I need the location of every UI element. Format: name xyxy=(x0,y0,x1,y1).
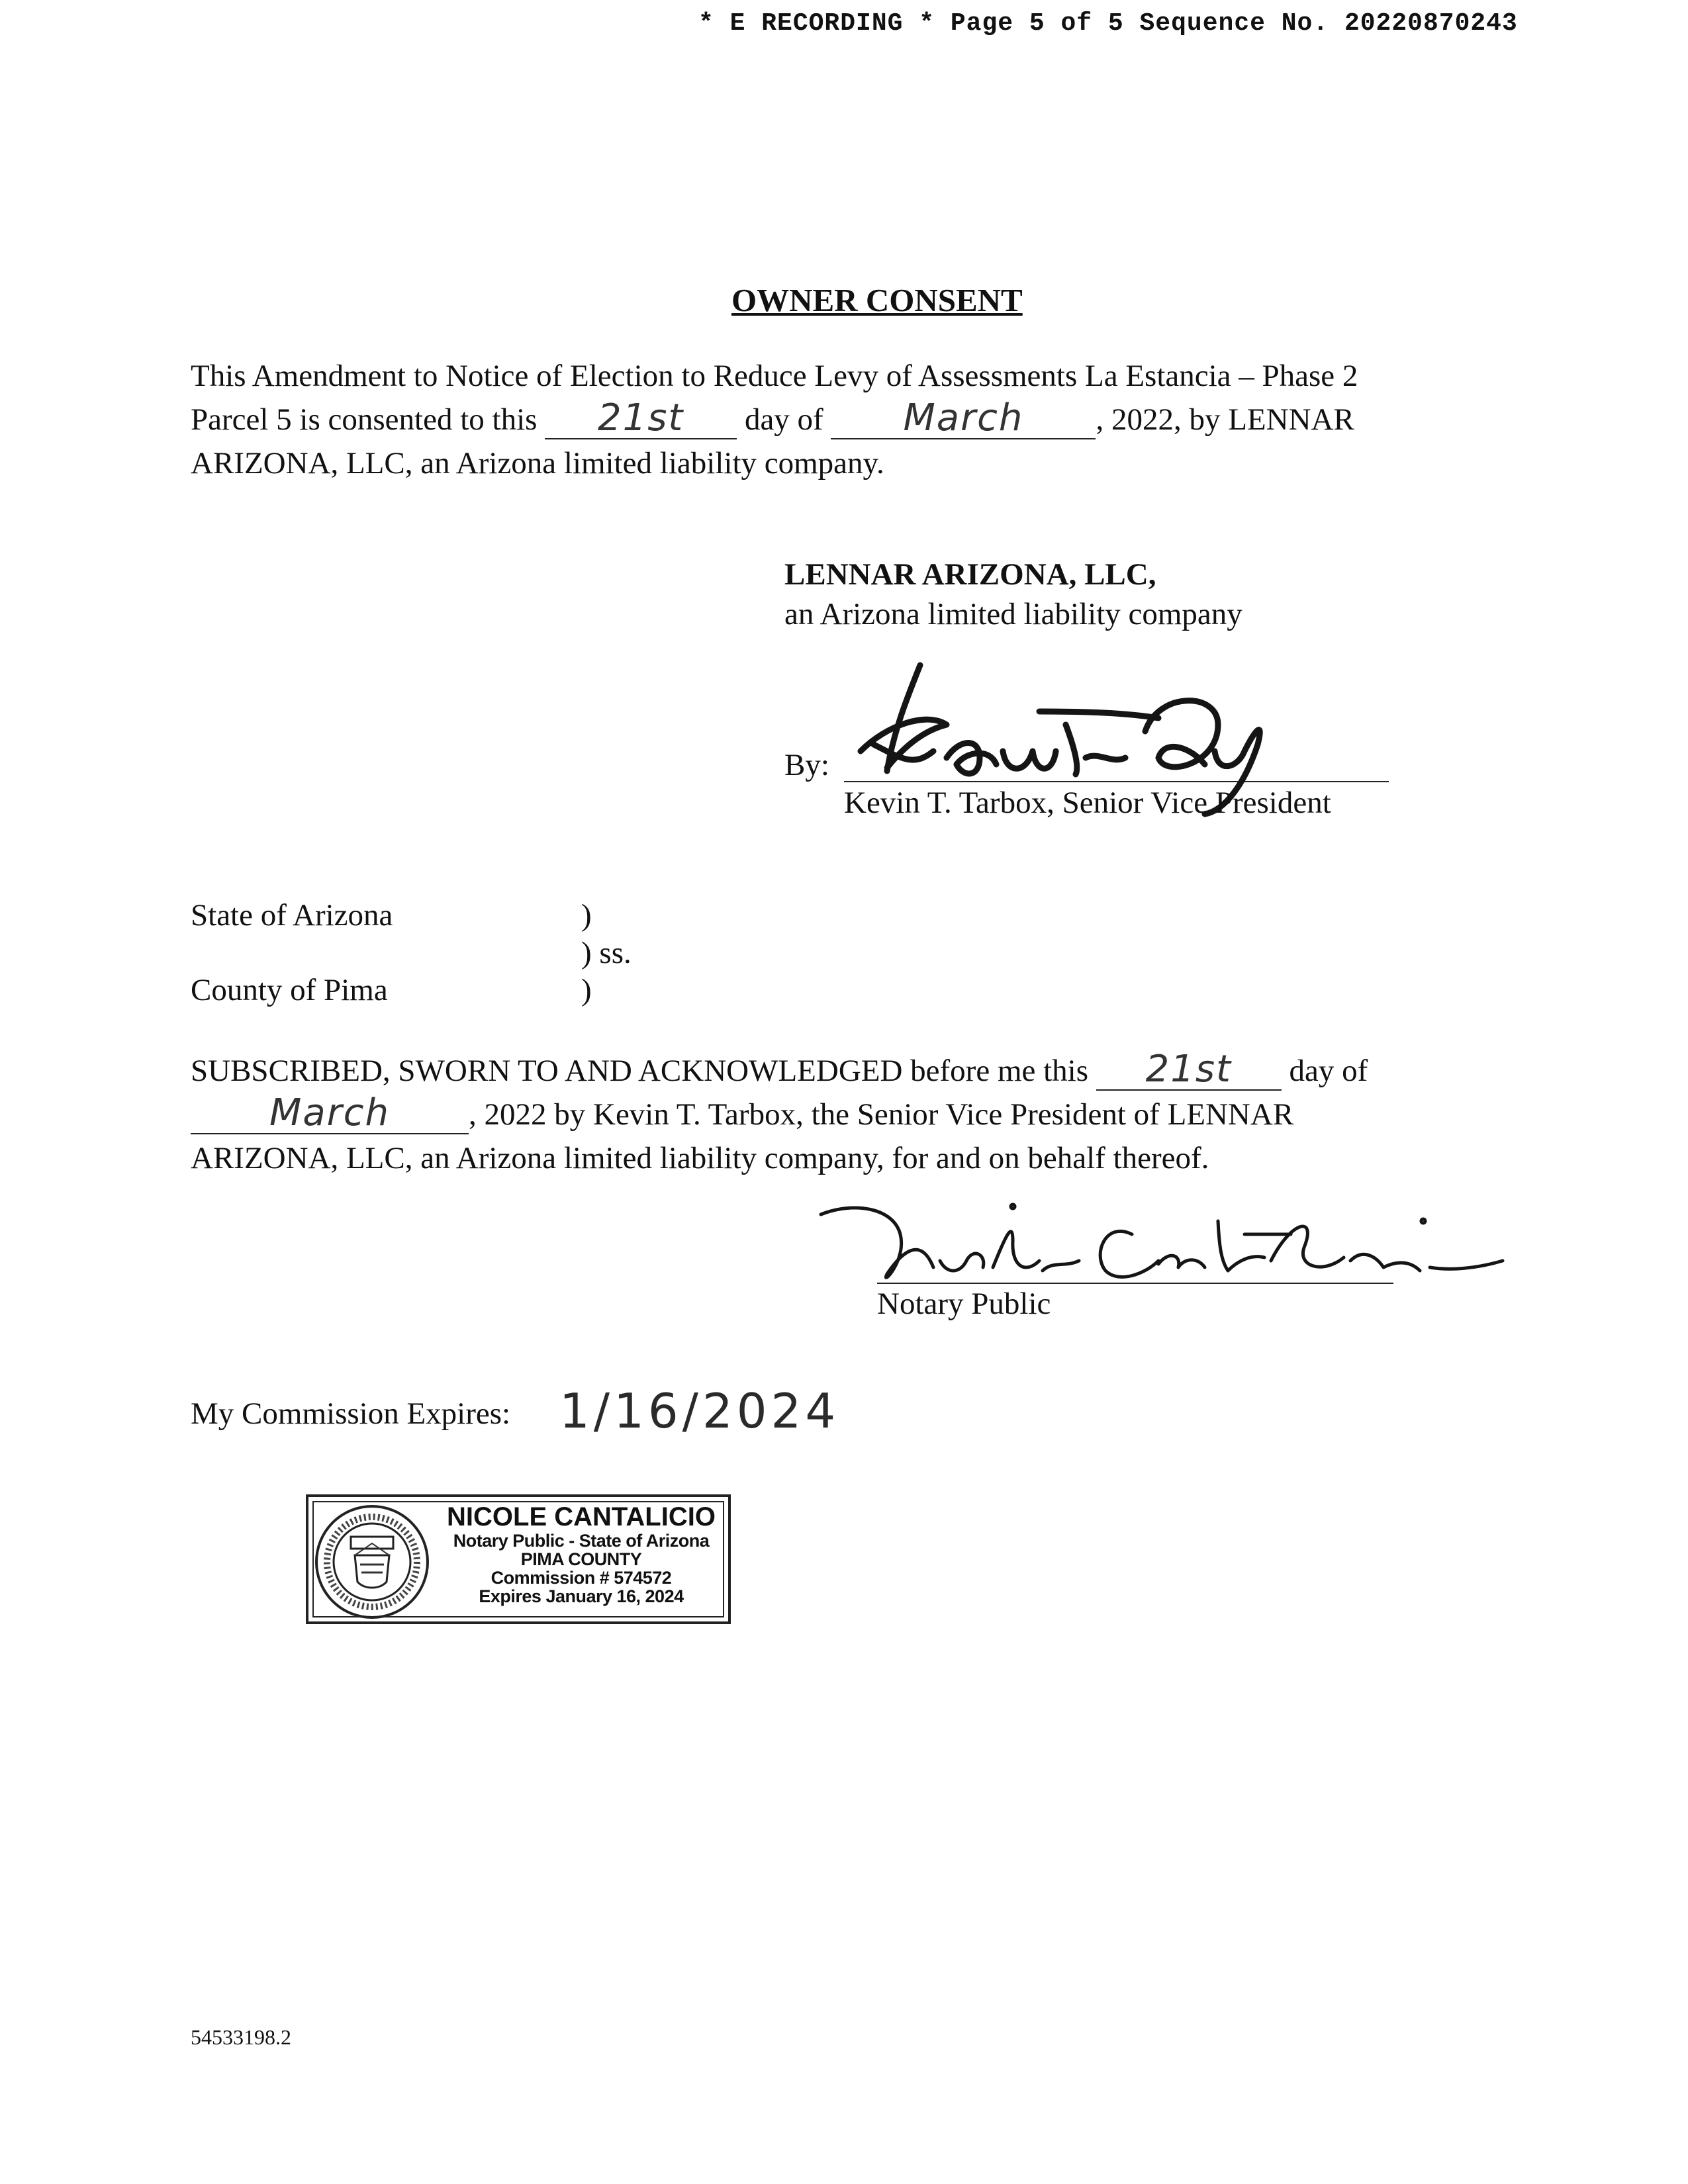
consent-line-2 xyxy=(191,396,1354,439)
ack-month-handwritten: March xyxy=(269,1091,390,1134)
ack-day-blank xyxy=(1096,1048,1282,1091)
consent-day-blank xyxy=(545,396,737,439)
by-label: By: xyxy=(784,748,829,782)
page-title: OWNER CONSENT xyxy=(731,282,1023,318)
consent-month-blank xyxy=(831,396,1096,439)
stamp-line-1: Notary Public - State of Arizona xyxy=(453,1531,710,1551)
venue-paren-3: ) xyxy=(581,973,592,1007)
ack-text-c: , 2022 by Kevin T. Tarbox, the Senior Vice President of LENNAR xyxy=(469,1097,1294,1132)
ack-text-b: day of xyxy=(1289,1054,1368,1088)
company-description: an Arizona limited liability company xyxy=(784,597,1243,631)
signer-name-title: Kevin T. Tarbox, Senior Vice President xyxy=(844,786,1331,820)
ack-line-1 xyxy=(191,1048,1368,1091)
consent-text-c: , 2022, by LENNAR xyxy=(1096,402,1354,437)
notary-public-label: Notary Public xyxy=(877,1287,1051,1321)
consent-text-a: Parcel 5 is consented to this xyxy=(191,402,538,437)
ack-text-a: SUBSCRIBED, SWORN TO AND ACKNOWLEDGED before me this xyxy=(191,1054,1089,1088)
consent-line-3: ARIZONA, LLC, an Arizona limited liability company. xyxy=(191,446,884,480)
company-name: LENNAR ARIZONA, LLC, xyxy=(784,557,1156,592)
commission-expires-label: My Commission Expires: xyxy=(191,1396,511,1431)
ack-line-3: ARIZONA, LLC, an Arizona limited liability company, for and on behalf thereof. xyxy=(191,1141,1209,1175)
document-id: 54533198.2 xyxy=(191,2025,291,2049)
stamp-line-2: PIMA COUNTY xyxy=(520,1549,642,1569)
commission-expires-handwritten: 1/16/2024 xyxy=(559,1383,840,1439)
stamp-text-block xyxy=(441,1502,722,1606)
consent-day-handwritten: 21st xyxy=(597,396,684,439)
recording-header: * E RECORDING * Page 5 of 5 Sequence No. 20220870243 xyxy=(698,9,1518,38)
arizona-seal-icon xyxy=(314,1504,430,1620)
ack-month-blank xyxy=(191,1091,469,1134)
consent-line-1: This Amendment to Notice of Election to Reduce Levy of Assessments La Estancia – Phase 2 xyxy=(191,359,1358,393)
venue-state: State of Arizona xyxy=(191,898,393,933)
ack-line-2 xyxy=(191,1091,1294,1134)
stamp-notary-name: NICOLE CANTALICIO xyxy=(447,1502,716,1531)
venue-ss: ) ss. xyxy=(581,936,632,970)
venue-county: County of Pima xyxy=(191,973,388,1007)
venue-paren-1: ) xyxy=(581,898,592,933)
stamp-line-3: Commission # 574572 xyxy=(491,1568,672,1588)
ack-day-handwritten: 21st xyxy=(1145,1048,1232,1091)
stamp-line-4: Expires January 16, 2024 xyxy=(479,1586,684,1606)
notary-signature xyxy=(814,1195,1516,1300)
notary-stamp xyxy=(306,1494,731,1624)
consent-text-b: day of xyxy=(744,402,823,437)
consent-month-handwritten: March xyxy=(903,396,1024,439)
